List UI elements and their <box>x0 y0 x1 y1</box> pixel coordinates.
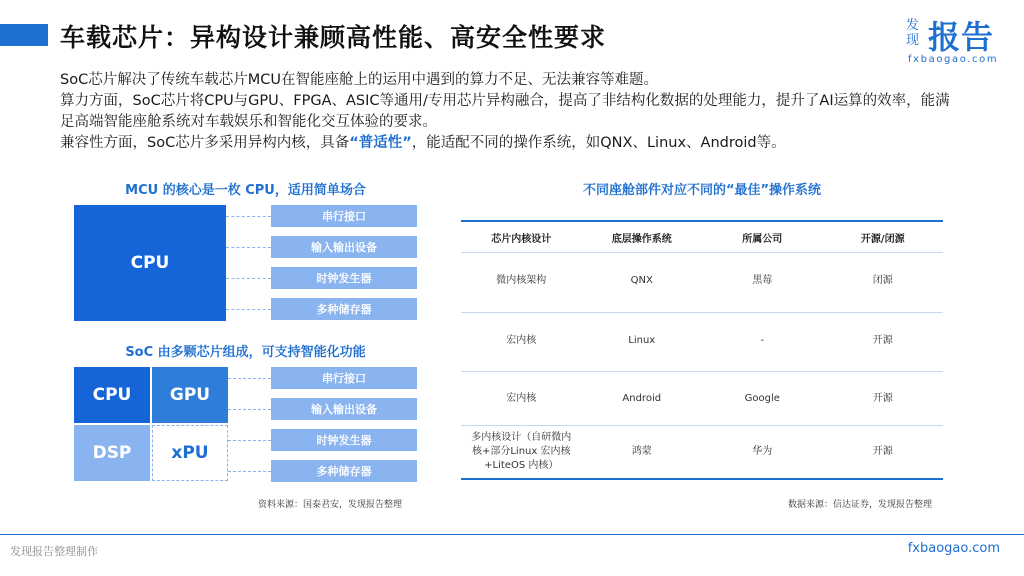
intro-text <box>60 70 960 154</box>
table-cell: Linux <box>628 334 656 346</box>
soc-feature-io: 输入输出设备 <box>271 398 417 420</box>
logo-big-text: 报告 <box>928 18 995 56</box>
mcu-connector-2 <box>226 247 271 248</box>
mcu-feature-serial: 串行接口 <box>271 205 417 227</box>
mcu-cpu-block: CPU <box>74 205 226 321</box>
intro-paragraph-1: SoC芯片解决了传统车载芯片MCU在智能座舱上的运用中遇到的算力不足、无法兼容等难题。 <box>60 72 658 88</box>
table-cell: - <box>760 334 765 346</box>
footer-credit: 发现报告整理制作 <box>10 545 98 558</box>
table-header-cell: 开源/闭源 <box>860 233 905 245</box>
soc-source-note: 资料来源：国泰君安，发现报告整理 <box>258 500 403 510</box>
page-title: 车载芯片：异构设计兼顾高性能、高安全性要求 <box>60 23 607 52</box>
logo-small-text: 发现 <box>906 18 920 48</box>
table-cell: Google <box>744 392 780 404</box>
footer-rule <box>0 534 1024 535</box>
intro-p3-start: 兼容性方面，SoC芯片多采用异构内核，具备 <box>60 135 350 151</box>
table-cell: 多内核设计（自研微内核+部分Linux 宏内核+LiteOS 内核） <box>471 432 572 471</box>
mcu-section-title: MCU 的核心是一枚 CPU，适用简单场合 <box>125 183 366 198</box>
mcu-feature-io: 输入输出设备 <box>271 236 417 258</box>
soc-connector-1 <box>228 378 271 379</box>
table-cell: 微内核架构 <box>496 274 547 286</box>
table-header-row <box>461 222 943 252</box>
table-row <box>461 371 943 425</box>
table-cell: 开源 <box>872 334 893 346</box>
table-bottom-rule <box>461 478 943 480</box>
soc-dsp-block: DSP <box>74 425 150 481</box>
table-cell: 开源 <box>872 392 893 404</box>
table-cell: 闭源 <box>872 274 893 286</box>
table-header-cell: 所属公司 <box>742 233 783 245</box>
os-table-title: 不同座舱部件对应不同的“最佳”操作系统 <box>582 183 822 198</box>
table-cell: 华为 <box>752 446 773 457</box>
soc-feature-clock: 时钟发生器 <box>271 429 417 451</box>
soc-xpu-block: xPU <box>152 425 228 481</box>
mcu-connector-4 <box>226 309 271 310</box>
soc-cpu-block: CPU <box>74 367 150 423</box>
title-accent-bar <box>0 24 48 46</box>
table-header-cell: 芯片内核设计 <box>491 233 552 245</box>
mcu-connector-3 <box>226 278 271 279</box>
table-row <box>461 252 943 308</box>
mcu-feature-clock: 时钟发生器 <box>271 267 417 289</box>
logo-url: fxbaogao.com <box>908 54 999 65</box>
table-header-cell: 底层操作系统 <box>611 233 672 245</box>
footer-website-link[interactable]: fxbaogao.com <box>907 541 1000 556</box>
mcu-connector-1 <box>226 216 271 217</box>
soc-connector-4 <box>228 471 271 472</box>
table-cell: 鸿蒙 <box>631 446 652 457</box>
table-cell: 开源 <box>872 446 893 457</box>
intro-p3-end: ，能适配不同的操作系统，如QNX、Linux、Android等。 <box>411 135 786 151</box>
soc-feature-memory: 多种储存器 <box>271 460 417 482</box>
mcu-feature-memory: 多种储存器 <box>271 298 417 320</box>
soc-gpu-block: GPU <box>152 367 228 423</box>
table-cell: Android <box>622 392 662 404</box>
intro-paragraph-3 <box>60 133 960 154</box>
soc-connector-2 <box>228 409 271 410</box>
table-cell: 宏内核 <box>506 392 537 404</box>
table-cell: QNX <box>630 274 653 286</box>
table-source-note: 数据来源：信达证券，发现报告整理 <box>788 500 933 510</box>
table-cell: 宏内核 <box>506 334 537 346</box>
soc-feature-serial: 串行接口 <box>271 367 417 389</box>
soc-connector-3 <box>228 440 271 441</box>
highlight-universality: “普适性” <box>349 135 412 151</box>
table-cell: 黑莓 <box>752 274 773 286</box>
soc-section-title: SoC 由多颗芯片组成，可支持智能化功能 <box>125 345 366 360</box>
table-row <box>461 425 943 478</box>
fxbaogao-logo[interactable] <box>906 10 1016 64</box>
intro-paragraph-2: 算力方面，SoC芯片将CPU与GPU、FPGA、ASIC等通用/专用芯片异构融合，提高了非结构化数据的处理能力，提升了AI运算的效率，能满足高端智能座舱系统对车载娱乐和智能化交互体验的要求。 <box>60 93 950 130</box>
table-row <box>461 312 943 368</box>
